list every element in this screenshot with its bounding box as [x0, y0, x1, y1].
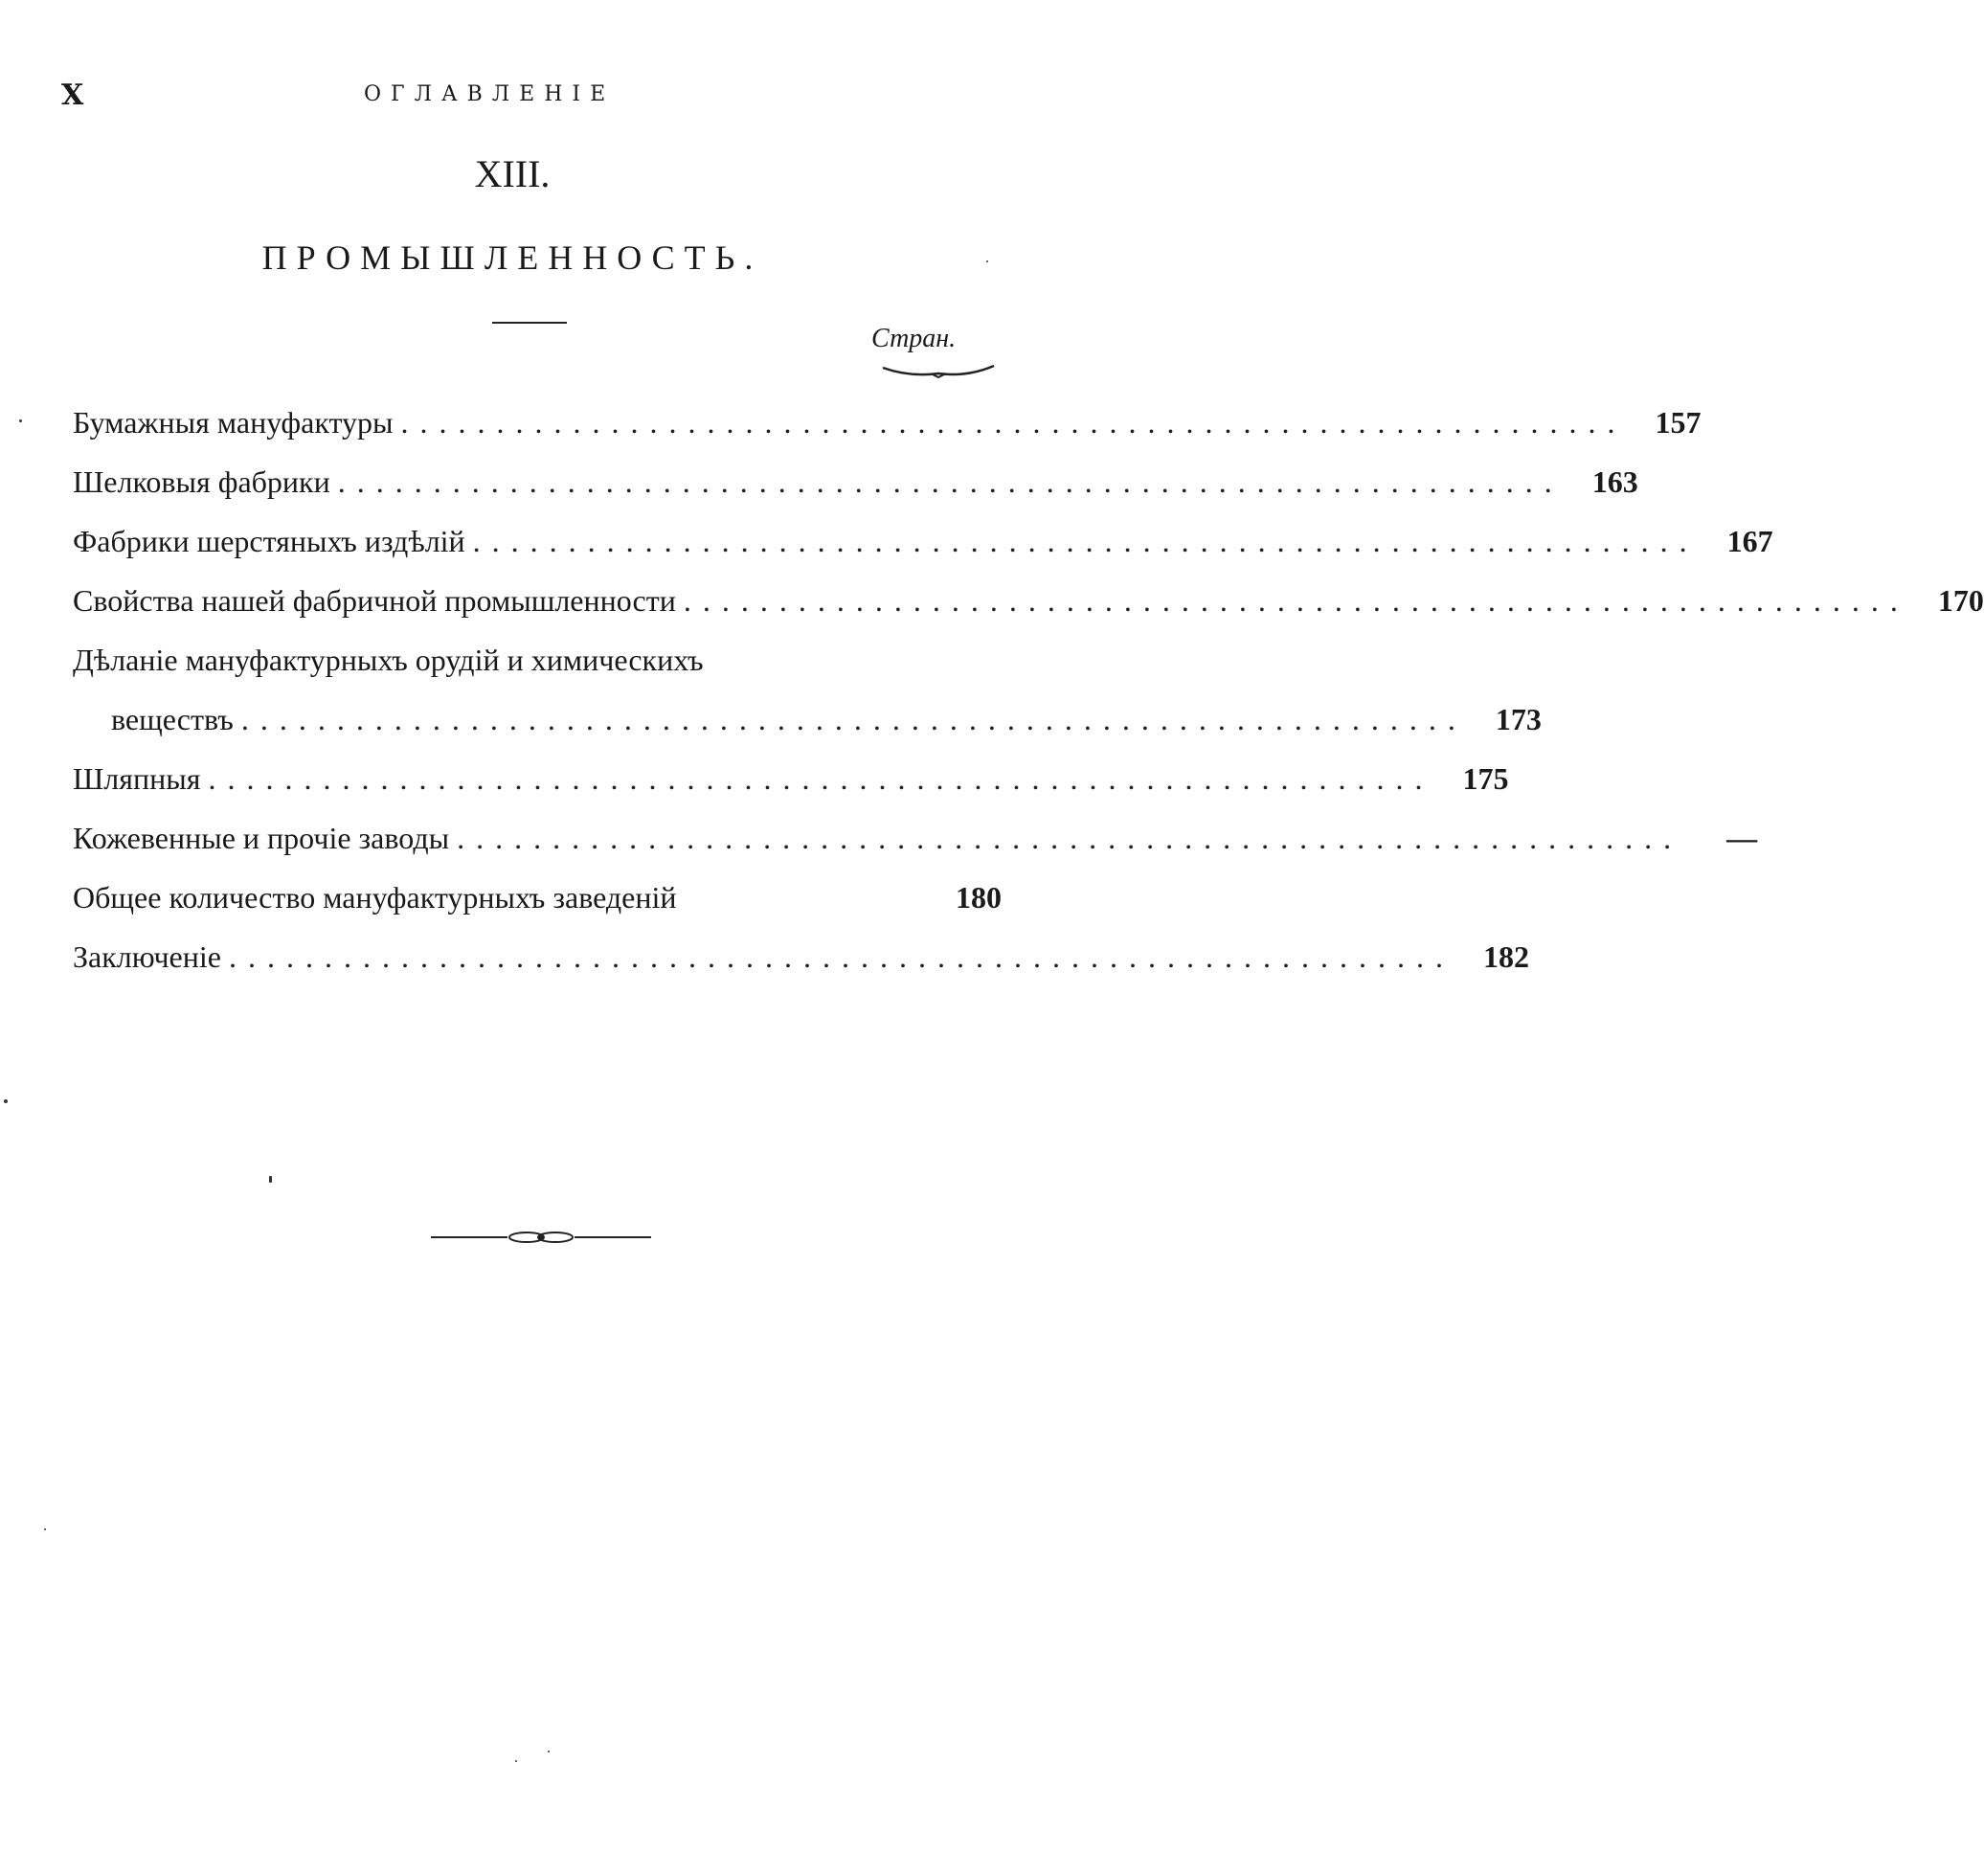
toc-entry — [73, 630, 1002, 689]
dot-leader: ................................................................ — [472, 524, 1699, 558]
paper-speck — [548, 1751, 550, 1752]
toc-entry-title: Кожевенные и прочіе заводы — [73, 821, 450, 855]
dot-leader: ................................................................ — [400, 405, 1627, 440]
table-of-contents — [73, 393, 1984, 986]
page-column-heading: Стран. — [871, 324, 957, 353]
toc-entry-title: Бумажныя мануфактуры — [73, 405, 394, 440]
toc-entry-title: Заключеніе — [73, 939, 221, 974]
toc-entry-title: Общее количество мануфактурныхъ заведеній — [73, 880, 677, 915]
paper-speck — [4, 1099, 8, 1103]
dot-leader: ................................................................ — [228, 939, 1454, 974]
toc-entry — [73, 927, 1529, 986]
paper-speck — [515, 1760, 517, 1762]
toc-entry-page: 170 — [1937, 583, 1984, 618]
paper-speck — [269, 1176, 272, 1183]
toc-entry-title: Шелковыя фабрики — [73, 464, 330, 499]
toc-entry — [73, 689, 1542, 749]
divider-rule — [492, 322, 567, 324]
toc-entry-page: 157 — [1655, 405, 1702, 440]
toc-entry — [73, 452, 1638, 511]
toc-entry-title: Шляпныя — [73, 761, 201, 796]
toc-entry-page: 173 — [1495, 702, 1542, 736]
toc-entry — [73, 511, 1773, 571]
toc-entry-page: 175 — [1462, 761, 1509, 796]
swash-ornament-icon — [881, 362, 996, 379]
toc-entry-page: 163 — [1591, 464, 1638, 499]
toc-entry — [73, 393, 1702, 452]
toc-entry — [73, 808, 1758, 868]
toc-entry-page: — — [1726, 821, 1758, 855]
dot-leader: ................................................................ — [457, 821, 1683, 855]
toc-entry-page: 167 — [1726, 524, 1773, 558]
toc-entry-title: веществъ — [111, 702, 234, 736]
toc-entry — [73, 749, 1509, 808]
dot-leader: ................................................................ — [240, 702, 1467, 736]
running-head: ОГЛАВЛЕНІЕ — [364, 82, 616, 106]
paper-speck — [44, 1528, 46, 1530]
dot-leader: ................................................................ — [337, 464, 1564, 499]
paper-speck — [986, 260, 988, 262]
toc-entry-page: 182 — [1482, 939, 1529, 974]
paper-speck — [19, 419, 22, 422]
page-folio: X — [61, 79, 84, 112]
chapter-number: XIII. — [474, 152, 551, 195]
tailpiece-ornament-icon — [431, 1226, 651, 1249]
toc-entry — [73, 868, 1002, 927]
toc-entry-title: Фабрики шерстяныхъ издѣлій — [73, 524, 465, 558]
dot-leader: ................................................................ — [683, 583, 1909, 618]
dot-leader: ................................................................ — [208, 761, 1434, 796]
toc-entry-title: Свойства нашей фабричной промышленности — [73, 583, 676, 618]
toc-entry — [73, 571, 1984, 630]
toc-entry-page: 180 — [956, 880, 1002, 915]
chapter-title: ПРОМЫШЛЕННОСТЬ. — [261, 238, 763, 277]
toc-entry-title: Дѣланіе мануфактурныхъ орудій и химическихъ — [73, 643, 704, 677]
